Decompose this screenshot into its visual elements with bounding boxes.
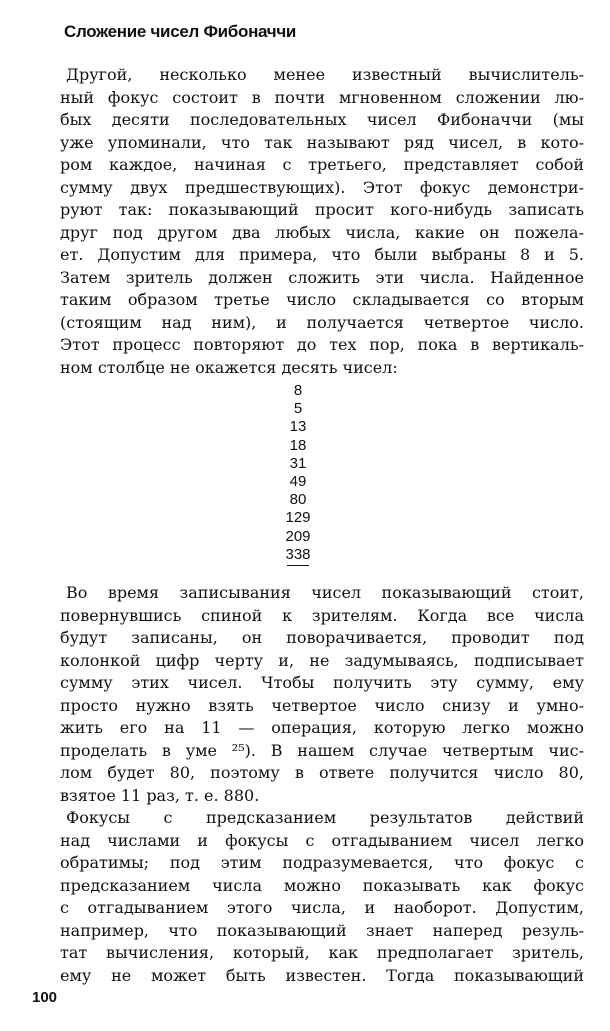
text-line: Во время записывания чисел показывающий стоит, bbox=[66, 583, 584, 603]
text-line: Затем зритель должен сложить эти числа. Найденное bbox=[60, 267, 584, 287]
text-line: ром каждое, начиная с третьего, представляет собой bbox=[60, 155, 584, 174]
text-line: ему не может быть известен. Тогда показывающий bbox=[60, 965, 584, 985]
text-line: колонкой цифр черту и, не задумываясь, подписывает bbox=[60, 650, 584, 670]
fibonacci-column bbox=[36, 382, 560, 566]
column-number: 18 bbox=[289, 436, 307, 454]
column-number: 5 bbox=[293, 400, 303, 418]
text-line: ном столбце не окажется десять чисел: bbox=[60, 357, 398, 377]
text-line: руют так: показывающий просит кого-нибудь записать bbox=[60, 200, 584, 219]
text-line: повернувшись спиной к зрителям. Когда все числа bbox=[60, 605, 584, 625]
column-number: 80 bbox=[289, 491, 307, 509]
text-line: таким образом третье число складывается со вторым bbox=[60, 290, 584, 309]
sum-line-divider bbox=[287, 565, 309, 566]
column-number: 49 bbox=[289, 473, 307, 491]
paragraph-2 bbox=[60, 582, 584, 807]
text-line: будут записаны, он поворачивается, проводит под bbox=[60, 628, 584, 648]
text-line: проделать в уме ²⁵). В нашем случае четвертым чис- bbox=[60, 740, 584, 760]
text-line: взятое 11 раз, т. е. 880. bbox=[60, 785, 260, 805]
paragraph-3 bbox=[60, 807, 584, 987]
section-heading: Сложение чисел Фибоначчи bbox=[64, 22, 297, 41]
text-line: просто нужно взять четвертое число снизу и умно- bbox=[60, 695, 584, 715]
text-line: с отгадыванием этого числа, и наоборот. Допустим, bbox=[60, 898, 584, 918]
column-number: 209 bbox=[285, 527, 311, 545]
text-line: например, что показывающий знает наперед резуль- bbox=[60, 920, 584, 940]
column-number: 13 bbox=[289, 418, 307, 436]
text-line: тат вычисления, который, как предполагает зритель, bbox=[60, 943, 584, 963]
text-line: сумму этих чисел. Чтобы получить эту сумму, ему bbox=[60, 673, 584, 693]
text-line: Фокусы с предсказанием результатов действий bbox=[66, 808, 584, 828]
text-line: бых десяти последовательных чисел Фибоначчи (мы bbox=[60, 110, 584, 129]
text-line: жить его на 11 — операция, которую легко можно bbox=[60, 718, 584, 738]
column-number: 31 bbox=[289, 454, 307, 472]
column-number: 129 bbox=[285, 509, 311, 527]
column-number: 338 bbox=[285, 545, 311, 563]
page-number: 100 bbox=[32, 989, 58, 1006]
text-line: лом будет 80, поэтому в ответе получится число 80, bbox=[60, 763, 584, 783]
text-line: (стоящим над ним), и получается четвертое число. bbox=[60, 312, 584, 332]
text-line: ный фокус состоит в почти мгновенном сложении лю- bbox=[60, 87, 584, 107]
text-line: Другой, несколько менее известный вычислитель- bbox=[66, 65, 584, 84]
column-number: 8 bbox=[293, 382, 303, 399]
page bbox=[60, 22, 584, 987]
text-line: сумму двух предшествующих). Этот фокус демонстри- bbox=[60, 177, 584, 197]
text-line: уже упоминали, что так называют ряд чисел, в кото- bbox=[60, 132, 584, 152]
text-line: обратимы; под этим подразумевается, что фокус с bbox=[60, 853, 584, 873]
text-line: ет. Допустим для примера, что были выбраны 8 и 5. bbox=[60, 245, 584, 264]
text-line: над числами и фокусы с отгадыванием чисел легко bbox=[60, 830, 584, 850]
paragraph-1 bbox=[60, 64, 584, 379]
text-line: предсказанием числа можно показывать как фокус bbox=[60, 875, 584, 895]
text-line: друг под другом два любых числа, какие он пожела- bbox=[60, 222, 584, 242]
text-line: Этот процесс повторяют до тех пор, пока в вертикаль- bbox=[60, 335, 584, 354]
